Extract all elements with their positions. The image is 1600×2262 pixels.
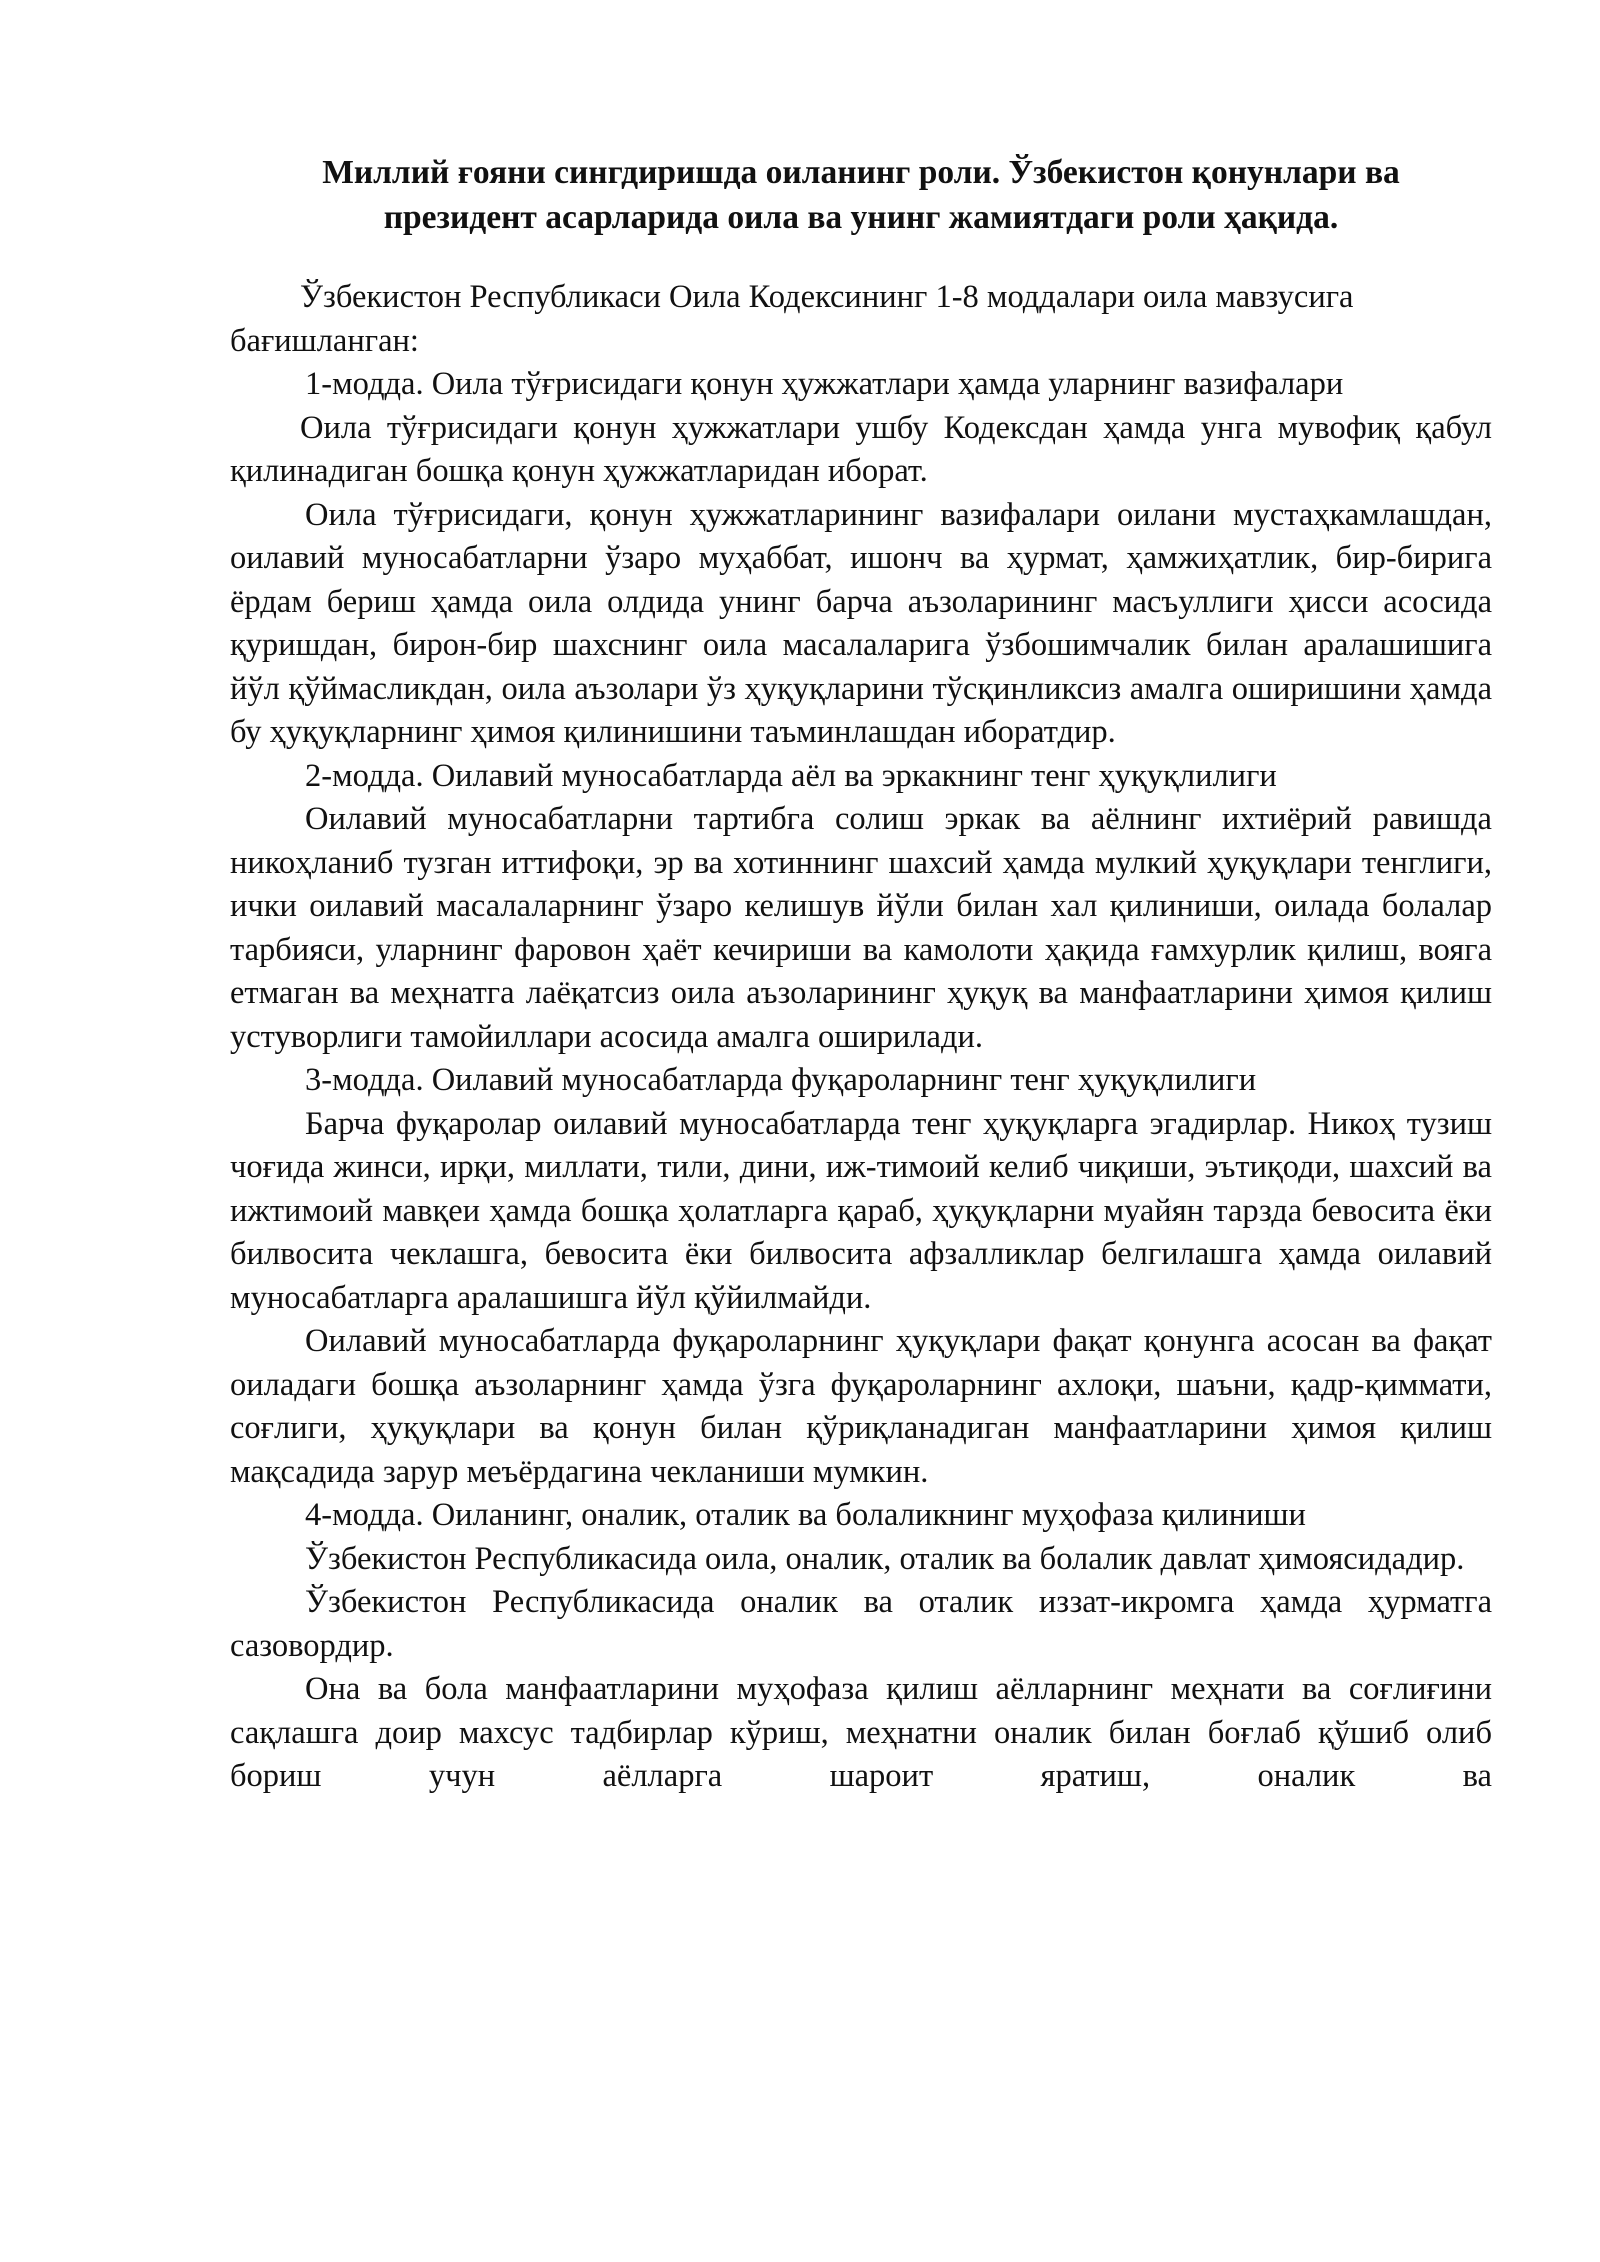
article-heading: 2-модда. Оилавий муносабатларда аёл ва эркакнинг тенг ҳуқуқлилиги	[305, 757, 1277, 794]
paragraph: Она ва бола манфаатларини муҳофаза қилиш аёлларнинг меҳнати ва соғлиғини сақлашга доир махсус тадбирлар кўриш, меҳнатни оналик билан боғлаб қўшиб олиб бориш учун аёлларга шароит яратиш, оналик ва	[230, 1671, 1492, 1794]
paragraph: Ўзбекистон Республикасида оналик ва оталик иззат-икромга ҳамда ҳурматга сазовордир.	[230, 1584, 1492, 1664]
paragraph: Ўзбекистон Республикасида оила, оналик, оталик ва болалик давлат ҳимоясидадир.	[305, 1540, 1465, 1577]
document-page	[230, 150, 1492, 1799]
paragraph: Ўзбекистон Республикаси Оила Кодексининг 1-8 моддалари оила мавзусига бағишланган:	[230, 279, 1354, 359]
title-line-1: Миллий ғояни сингдиришда оиланинг роли. Ўзбекистон қонунлари ва	[322, 154, 1400, 191]
document-body	[230, 276, 1492, 1799]
paragraph: Оилавий муносабатларни тартибга солиш эркак ва аёлнинг ихтиёрий равишда никоҳланиб тузган иттифоқи, эр ва хотиннинг шахсий ҳамда мулкий ҳуқуқлари тенглиги, ички оилавий масалаларнинг ўзаро келишув йўли билан хал қилиниши, оилада болалар тарбияси, уларнинг фаровон ҳаёт кечириши ва камолоти ҳақида ғамхурлик қилиш, вояга етмаган ва меҳнатга лаёқатсиз оила аъзоларининг ҳуқуқ ва манфаатларини ҳимоя қилиш устуворлиги тамойиллари асосида амалга оширилади.	[230, 801, 1492, 1055]
article-heading: 4-модда. Оиланинг, оналик, оталик ва болаликнинг муҳофаза қилиниши	[305, 1497, 1306, 1533]
article-heading: 1-модда. Оила тўғрисидаги қонун ҳужжатлари ҳамда уларнинг вазифалари	[305, 366, 1344, 402]
article-heading: 3-модда. Оилавий муносабатларда фуқароларнинг тенг ҳуқуқлилиги	[305, 1062, 1257, 1098]
paragraph: Оила тўғрисидаги, қонун ҳужжатларининг вазифалари оилани мустаҳкамлашдан, оилавий муносабатларни ўзаро муҳаббат, ишонч ва ҳурмат, ҳамжиҳатлик, бир-бирига ёрдам бериш ҳамда оила олдида унинг барча аъзоларининг масъуллиги ҳисси асосида қуришдан, бирон-бир шахснинг оила масалаларига ўзбошимчалик билан аралашишига йўл қўймасликдан, оила аъзолари ўз ҳуқуқларини тўсқинликсиз амалга оширишини ҳамда бу ҳуқуқларнинг ҳимоя қилинишини таъминлашдан иборатдир.	[230, 496, 1492, 750]
paragraph: Оила тўғрисидаги қонун ҳужжатлари ушбу Кодексдан ҳамда унга мувофиқ қабул қилинадиган бошқа қонун ҳужжатларидан иборат.	[230, 409, 1492, 489]
paragraph: Оилавий муносабатларда фуқароларнинг ҳуқуқлари фақат қонунга асосан ва фақат оиладаги бошқа аъзоларнинг ҳамда ўзга фуқароларнинг ахлоқи, шаъни, қадр-қиммати, соғлиги, ҳуқуқлари ва қонун билан қўриқланадиган манфаатларини ҳимоя қилиш мақсадида зарур меъёрдагина чекланиши мумкин.	[230, 1323, 1492, 1490]
document-title	[230, 150, 1492, 240]
title-line-2: президент асарларида оила ва унинг жамиятдаги роли ҳақида.	[383, 199, 1339, 236]
paragraph: Барча фуқаролар оилавий муносабатларда тенг ҳуқуқларга эгадирлар. Никоҳ тузиш чоғида жинси, ирқи, миллати, тили, дини, иж-тимоий келиб чиқиши, эътиқоди, шахсий ва ижтимоий мавқеи ҳамда бошқа ҳолатларга қараб, ҳуқуқларни муайян тарзда бевосита ёки билвосита чеклашга, бевосита ёки билвосита афзалликлар белгилашга ҳамда оилавий муносабатларга аралашишга йўл қўйилмайди.	[230, 1105, 1492, 1316]
